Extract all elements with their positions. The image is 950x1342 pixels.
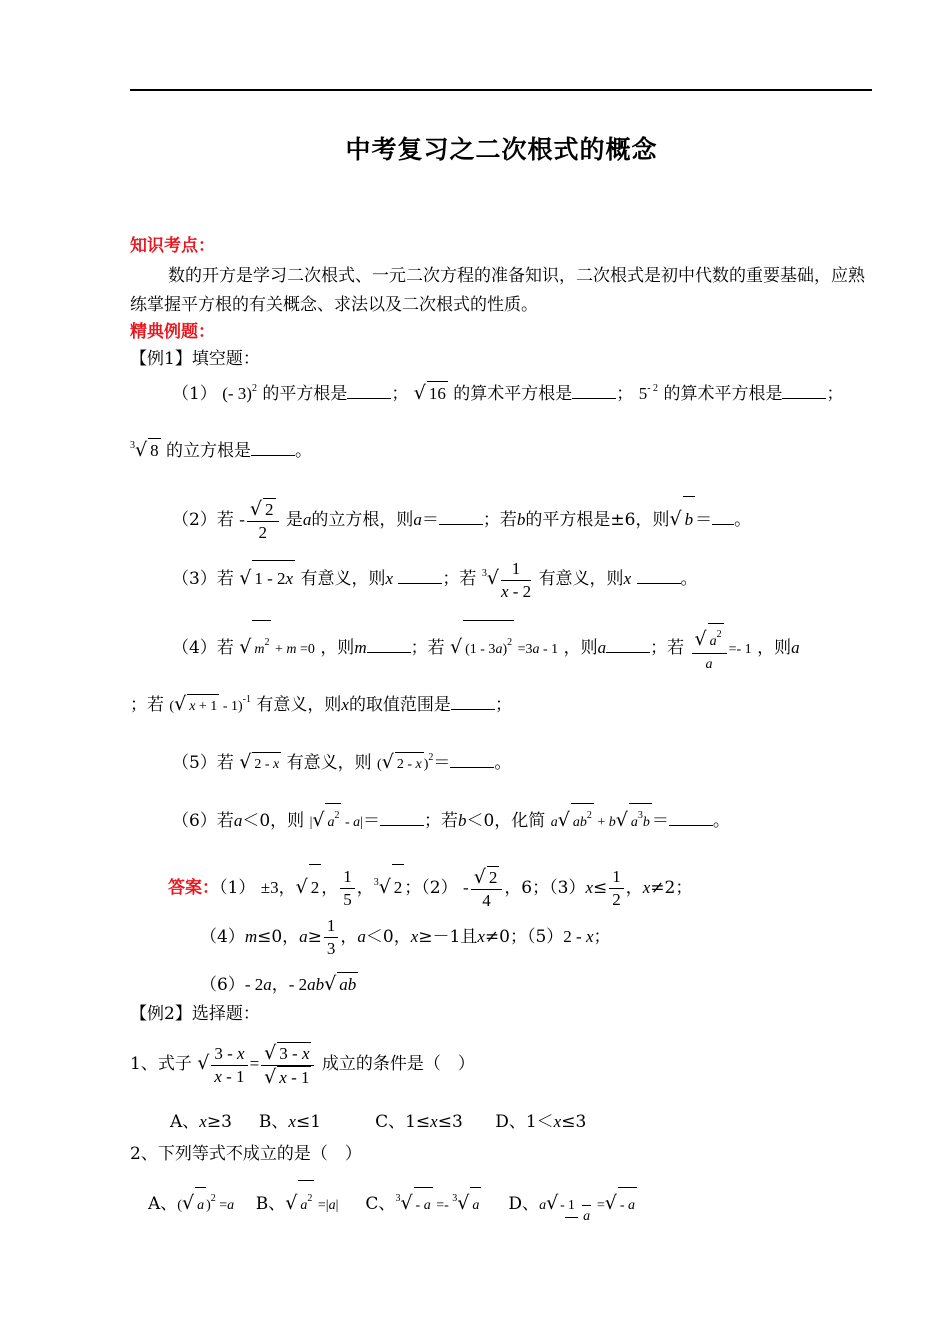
- option-d: D、a√ - 1 a =√ - a: [508, 1194, 637, 1214]
- answer-blank: [606, 638, 650, 653]
- q5-expr-b: (√ 2 - x )$^2$: [377, 757, 433, 772]
- knowledge-text: 数的开方是学习二次根式、一元二次方程的准备知识，二次根式是初中代数的重要基础，应熟练掌握平方根的有关概念、求法以及二次根式的性质。: [130, 266, 865, 315]
- answer-blank: [450, 753, 494, 768]
- q4-text-3: ，则: [563, 638, 598, 658]
- q3-expr-b: $^3$√ $\frac{1}{x - 2}$: [481, 558, 532, 601]
- answers-row-1: 答案：（1） ±3，√ 2 ， $\frac{1}{5}$ ，$^3$√ 2 ；（2） - $\frac{√ 2}{4}$ ，6；（3）x≤ $\frac{1}{2}$ ，x≠2；: [168, 865, 693, 910]
- option-a: A、x≥3: [170, 1112, 232, 1132]
- q3-prefix: （3）若: [172, 569, 234, 589]
- q6-prefix: （6）若: [172, 811, 234, 831]
- q2-text-1: 是: [285, 510, 303, 530]
- q4b-expr: (√ x + 1 - 1)$^{-1}$: [169, 699, 251, 714]
- answer-blank: [451, 695, 495, 710]
- q1-expr-a: (- 3)$^2$: [222, 383, 257, 403]
- page-title: 中考复习之二次根式的概念: [345, 135, 658, 164]
- answer-blank: [251, 441, 295, 456]
- q3-text-1: 有意义，则: [300, 569, 386, 589]
- q2-text-4: 的平方根是±6，则: [525, 510, 670, 530]
- ex1-q4-cont: ；若 (√ x + 1 - 1)$^{-1}$ 有意义，则x的取值范围是 ；: [130, 688, 512, 719]
- q4-text-4: ；若: [650, 638, 685, 658]
- q1-expr-c: $5^{- 2}$: [638, 383, 659, 403]
- q4-prefix: （4）若: [172, 638, 234, 658]
- ex2-q2: 2、下列等式不成立的是（ ）: [130, 1144, 362, 1164]
- option-d: D、1＜x≤3: [495, 1112, 587, 1132]
- option-c: C、$^3$√ - a =- $^3$√ a: [365, 1194, 481, 1214]
- ex1-q1-cont: $^3$√ 8 的立方根是 。: [130, 439, 313, 461]
- ex1-q3: （3）若 √ 1 - 2x 有意义，则x ；若 $^3$√ $\frac{1}{x - 2}$ 有意义，则x 。: [172, 558, 698, 601]
- q6-text-3: ；若: [423, 811, 458, 831]
- answers-row-3: （6）- 2a，- 2ab√ ab: [200, 973, 357, 995]
- q5-text-1: 有意义，则: [286, 753, 372, 773]
- example1-label: 【例1】填空题：: [130, 349, 260, 369]
- q1-expr-b: √ 16: [413, 382, 446, 404]
- knowledge-heading: 知识考点：: [130, 236, 215, 256]
- q4-expr-a: √ $m^2 + m =0$: [239, 642, 315, 657]
- q6-text-1: ＜0，则: [242, 811, 305, 831]
- option-b: B、x≤1: [258, 1112, 322, 1132]
- q1-text-1: 的平方根是: [262, 384, 348, 404]
- q4-text-2: ；若: [410, 638, 445, 658]
- q4-text-5: ，则: [757, 638, 792, 658]
- answer-blank: [637, 569, 681, 584]
- q6-expr-a: |√ $a^2 - a|$: [310, 815, 363, 830]
- answer-blank: [712, 510, 734, 525]
- answer-blank: [669, 811, 713, 826]
- q4b-text-2: 的取值范围是: [348, 695, 451, 715]
- option-c: C、1≤x≤3: [375, 1112, 463, 1132]
- q1-expr-d: $^3$√ 8: [130, 439, 159, 461]
- q3-text-2: ；若: [442, 569, 477, 589]
- q6-text-5: ＝: [651, 811, 669, 831]
- q5-text-2: ＝: [433, 753, 451, 773]
- q5-expr-a: √ 2 - x: [239, 757, 281, 772]
- ex2-q1-options: [170, 1110, 586, 1134]
- option-b: B、√ $a^2 =|a|$: [256, 1194, 339, 1214]
- q6-text-4: ＜0，化简: [466, 811, 546, 831]
- ex1-q5: （5）若 √ 2 - x 有意义，则 (√ 2 - x )$^2$＝ 。: [172, 746, 511, 777]
- q2-prefix: （2）若: [172, 510, 234, 530]
- q3-text-3: 有意义，则: [538, 569, 624, 589]
- ex1-q6: （6）若a＜0，则 |√ $a^2 - a|=$ ；若b＜0，化简 a√ $ab^2 + b√$ $a^3b$ ＝ 。: [172, 803, 730, 835]
- q5-prefix: （5）若: [172, 753, 234, 773]
- ex2-q1: 1、式子 √ $\frac{3 - x}{x - 1}$ = $\frac{√ 3 - x}{√ x - 1}$ 成立的条件是（ ）: [130, 1041, 475, 1088]
- q2-text-2: 的立方根，则: [311, 510, 414, 530]
- q1-text-2: 的算术平方根是: [453, 384, 573, 404]
- ex2-q2-options: [148, 1180, 637, 1228]
- header-rule: [130, 89, 872, 91]
- examples-heading: 精典例题：: [130, 322, 215, 342]
- q1-text-4: 的立方根是: [166, 441, 252, 461]
- answer-blank: [398, 569, 442, 584]
- q4b-text-1: 有意义，则: [256, 695, 342, 715]
- ex1-q2: （2）若 - $\frac{√ 2}{2}$ 是a的立方根，则a＝ ；若b的平方根是±6，则√ b ＝ 。: [172, 497, 752, 542]
- answer-blank: [572, 384, 616, 399]
- answer-blank: [782, 384, 826, 399]
- q4b-prefix: ；若: [130, 695, 164, 715]
- answer-blank: [380, 811, 424, 826]
- q1-text-3: 的算术平方根是: [663, 384, 783, 404]
- answers-label: 答案：: [168, 878, 219, 898]
- ex2-q1-expr: √ $\frac{3 - x}{x - 1}$ = $\frac{√ 3 - x}{√ x - 1}$: [197, 1054, 316, 1073]
- answer-blank: [347, 384, 391, 399]
- q2-text-3: ；若: [482, 510, 517, 530]
- q3-expr-a: √ 1 - 2x: [239, 569, 295, 588]
- q6-expr-b: a√ $ab^2 + b√$ $a^3b$: [551, 815, 652, 830]
- q2-fraction: $\frac{√ 2}{2}$: [247, 498, 279, 544]
- option-a: A、(√ a )$^2$ =a: [148, 1194, 234, 1214]
- ex1-q4: （4）若 √ $m^2 + m =0$ ，则m ；若 √ (1 - 3a)$^2$ =3a - 1 ，则a ；若 $\frac{√ a^2}{a}$ =- 1 ，则a: [172, 620, 800, 676]
- q4-expr-b: √ (1 - 3a)$^2$ =3a - 1: [450, 642, 558, 657]
- answer-blank: [367, 638, 411, 653]
- answers-row-2: （4）m≤0，a≥ $\frac{1}{3}$ ，a＜0，x≥－1且x≠0；（5）2 - x；: [200, 916, 611, 958]
- example2-label: 【例2】选择题：: [130, 1004, 260, 1024]
- q1-prefix: （1）: [172, 384, 217, 404]
- ex1-q1: （1） (- 3)$^2$ 的平方根是 ； √ 16 的算术平方根是 ； $5^{- 2}$ 的算术平方根是 ；: [172, 382, 844, 404]
- q6-text-2: ＝: [362, 811, 380, 831]
- answer-blank: [439, 510, 483, 525]
- q4-text-1: ，则: [320, 638, 355, 658]
- q4-expr-c: $\frac{√ a^2}{a}$ =- 1: [690, 642, 752, 657]
